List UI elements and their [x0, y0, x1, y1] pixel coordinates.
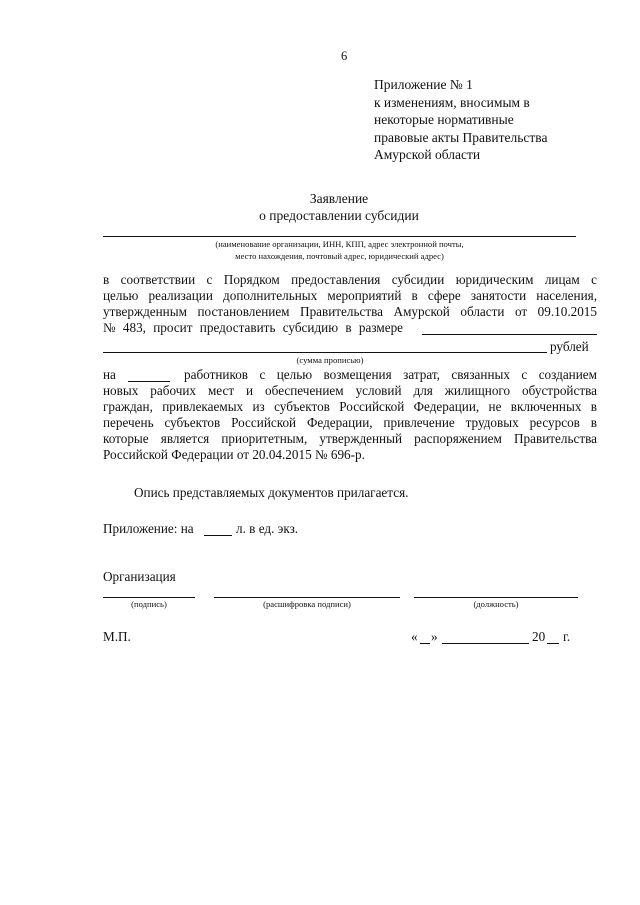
- body-line: новых рабочих мест и обеспечением условий для жилищного обустройства: [103, 383, 597, 398]
- date-year-suffix: г.: [563, 629, 571, 644]
- stamp-label: М.П.: [103, 629, 131, 644]
- body-line: целью реализации дополнительных мероприятий в сфере занятости населения,: [103, 288, 597, 303]
- document-title: [0, 190, 640, 224]
- body-line: Российской Федерации от 20.04.2015 № 696-р.: [103, 447, 365, 462]
- decode-caption: (расшифровка подписи): [263, 599, 351, 609]
- amount-line: [422, 334, 597, 335]
- appendix-line: к изменениям, вносимым в: [374, 94, 530, 110]
- body-line: в соответствии с Порядком предоставления субсидии юридическим лицам с: [103, 272, 597, 287]
- body-line: граждан, привлекаемых из субъектов Российской Федерации, не включенных в: [103, 399, 597, 414]
- org-caption: [103, 238, 576, 262]
- appendix-block: [374, 76, 547, 164]
- rubles-label: рублей: [550, 339, 589, 354]
- title-line: о предоставлении субсидии: [259, 208, 419, 223]
- date-quote-open: «: [411, 629, 418, 644]
- appendix-line: некоторые нормативные: [374, 112, 514, 127]
- date-year-line: [547, 643, 559, 644]
- attachment-sheets-line: [204, 535, 232, 536]
- date-quote-close: »: [431, 629, 438, 644]
- appendix-line: Приложение № 1: [374, 77, 473, 92]
- org-name-line: [103, 236, 576, 237]
- body-line: утвержденным постановлением Правительства Амурской области от 09.10.2015: [103, 304, 597, 319]
- body-line: которые является приоритетным, утвержденный распоряжением Правительства: [103, 431, 597, 446]
- inventory-text: Опись представляемых документов прилагается.: [134, 485, 409, 500]
- attachment-suffix: л. в ед. экз.: [236, 521, 299, 536]
- date-day-line: [420, 643, 430, 644]
- position-caption: (должность): [473, 599, 519, 609]
- workers-count-line: [128, 381, 170, 382]
- date-year-prefix: 20: [532, 629, 546, 644]
- org-label: Организация: [103, 569, 176, 584]
- body-line: перечень субъектов Российской Федерации, привлечение трудовых ресурсов в: [103, 415, 597, 430]
- appendix-line: Амурской области: [374, 147, 481, 162]
- date-month-line: [442, 643, 529, 644]
- body-line: работников с целью возмещения затрат, связанных с созданием: [184, 367, 597, 382]
- body-line: № 483, просит предоставить субсидию в размере: [103, 320, 404, 335]
- sign-caption: (подпись): [131, 599, 167, 609]
- org-caption-line: место нахождения, почтовый адрес, юридический адрес): [235, 251, 444, 261]
- sum-caption: (сумма прописью): [296, 355, 364, 365]
- attachment-prefix: Приложение: на: [103, 521, 194, 536]
- title-line: Заявление: [309, 191, 369, 206]
- page-number: 6: [341, 49, 348, 63]
- sum-words-line: [103, 352, 547, 353]
- org-caption-line: (наименование организации, ИНН, КПП, адрес электронной почты,: [215, 239, 464, 249]
- body-on-label: на: [103, 367, 116, 382]
- appendix-line: правовые акты Правительства: [374, 129, 548, 145]
